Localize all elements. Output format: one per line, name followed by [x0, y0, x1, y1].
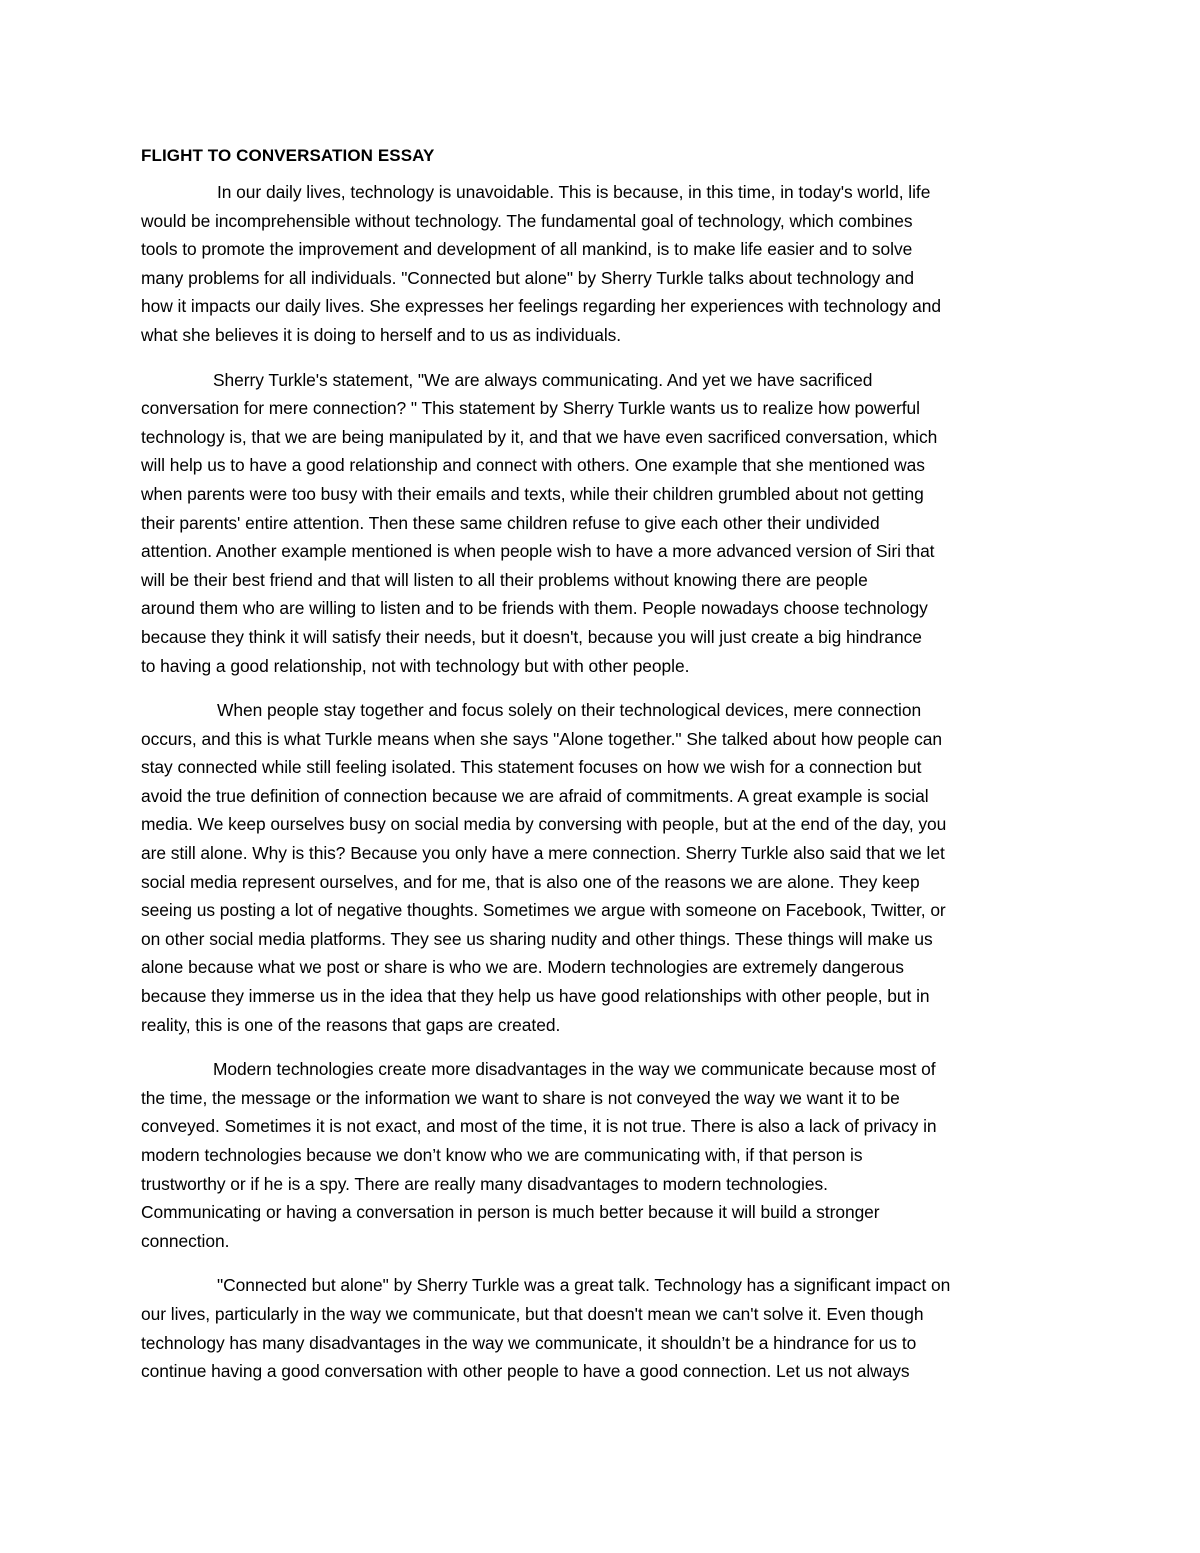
text-line: Communicating or having a conversation in person is much better because it will build a stronger [141, 1202, 880, 1223]
paragraph-3 [141, 696, 1059, 1039]
text-line: their parents' entire attention. Then these same children refuse to give each other their undivided [141, 512, 880, 533]
text-line: on other social media platforms. They see us sharing nudity and other things. These things will make us [141, 928, 933, 949]
text-line: because they think it will satisfy their needs, but it doesn't, because you will just create a big hindrance [141, 626, 922, 647]
text-line: When people stay together and focus solely on their technological devices, mere connection [217, 700, 922, 721]
text-line: In our daily lives, technology is unavoidable. This is because, in this time, in today's world, life [217, 182, 931, 202]
text-line: seeing us posting a lot of negative thoughts. Sometimes we argue with someone on Facebook, Twitter, or [141, 900, 946, 921]
text-line: connection. [141, 1230, 230, 1251]
text-line: Sherry Turkle's statement, "We are always communicating. And yet we have sacrificed [213, 369, 873, 390]
text-line: how it impacts our daily lives. She expresses her feelings regarding her experiences with technology and [141, 296, 942, 317]
text-line: continue having a good conversation with other people to have a good connection. Let us not always [141, 1361, 910, 1382]
text-line: are still alone. Why is this? Because you only have a mere connection. Sherry Turkle also said that we let [141, 843, 945, 864]
text-line: the time, the message or the information we want to share is not conveyed the way we want it to be [141, 1087, 900, 1108]
paragraph-5 [141, 1271, 1059, 1385]
text-line: because they immerse us in the idea that they help us have good relationships with other people, but in [141, 986, 930, 1007]
text-line: will help us to have a good relationship and connect with others. One example that she mentioned was [141, 455, 925, 476]
text-line: media. We keep ourselves busy on social media by conversing with people, but at the end of the day, you [141, 814, 947, 835]
text-line: tools to promote the improvement and development of all mankind, is to make life easier and to solve [141, 239, 913, 260]
text-line: to having a good relationship, not with technology but with other people. [141, 655, 690, 676]
text-line: avoid the true definition of connection because we are afraid of commitments. A great example is social [141, 785, 929, 806]
text-line: when parents were too busy with their emails and texts, while their children grumbled about not getting [141, 483, 924, 504]
paragraph-2 [141, 366, 1059, 681]
paragraph-4 [141, 1055, 1059, 1255]
text-line: reality, this is one of the reasons that gaps are created. [141, 1014, 561, 1035]
text-line: alone because what we post or share is who we are. Modern technologies are extremely dangerous [141, 957, 904, 978]
text-line: social media represent ourselves, and for me, that is also one of the reasons we are alone. They keep [141, 871, 920, 892]
text-line: our lives, particularly in the way we communicate, but that doesn't mean we can't solve it. Even though [141, 1303, 924, 1324]
text-line: many problems for all individuals. "Connected but alone" by Sherry Turkle talks about technology and [141, 267, 914, 288]
text-line: conversation for mere connection? " This statement by Sherry Turkle wants us to realize how powerful [141, 398, 920, 419]
text-line: conveyed. Sometimes it is not exact, and most of the time, it is not true. There is also a lack of privacy in [141, 1116, 937, 1137]
text-line: what she believes it is doing to herself and to us as individuals. [141, 324, 622, 345]
paragraph-1 [141, 178, 1059, 350]
text-line: attention. Another example mentioned is when people wish to have a more advanced version of Siri that [141, 541, 935, 562]
text-line: around them who are willing to listen and to be friends with them. People nowadays choose technology [141, 598, 928, 619]
text-line: trustworthy or if he is a spy. There are really many disadvantages to modern technologies. [141, 1173, 828, 1194]
text-line: technology has many disadvantages in the way we communicate, it shouldn’t be a hindrance for us to [141, 1332, 917, 1353]
essay-body [141, 144, 1059, 1402]
text-line: Modern technologies create more disadvantages in the way we communicate because most of [213, 1059, 936, 1080]
text-line: technology is, that we are being manipulated by it, and that we have even sacrificed conversation, which [141, 426, 938, 447]
text-line: stay connected while still feeling isolated. This statement focuses on how we wish for a connection but [141, 757, 922, 778]
text-line: will be their best friend and that will listen to all their problems without knowing there are people [141, 569, 868, 590]
text-line: would be incomprehensible without technology. The fundamental goal of technology, which combines [141, 210, 913, 231]
text-line: occurs, and this is what Turkle means when she says "Alone together." She talked about how people can [141, 728, 942, 749]
essay-title: FLIGHT TO CONVERSATION ESSAY [141, 146, 435, 165]
text-line: "Connected but alone" by Sherry Turkle was a great talk. Technology has a significant impact on [217, 1275, 951, 1296]
text-line: modern technologies because we don’t know who we are communicating with, if that person is [141, 1145, 863, 1165]
